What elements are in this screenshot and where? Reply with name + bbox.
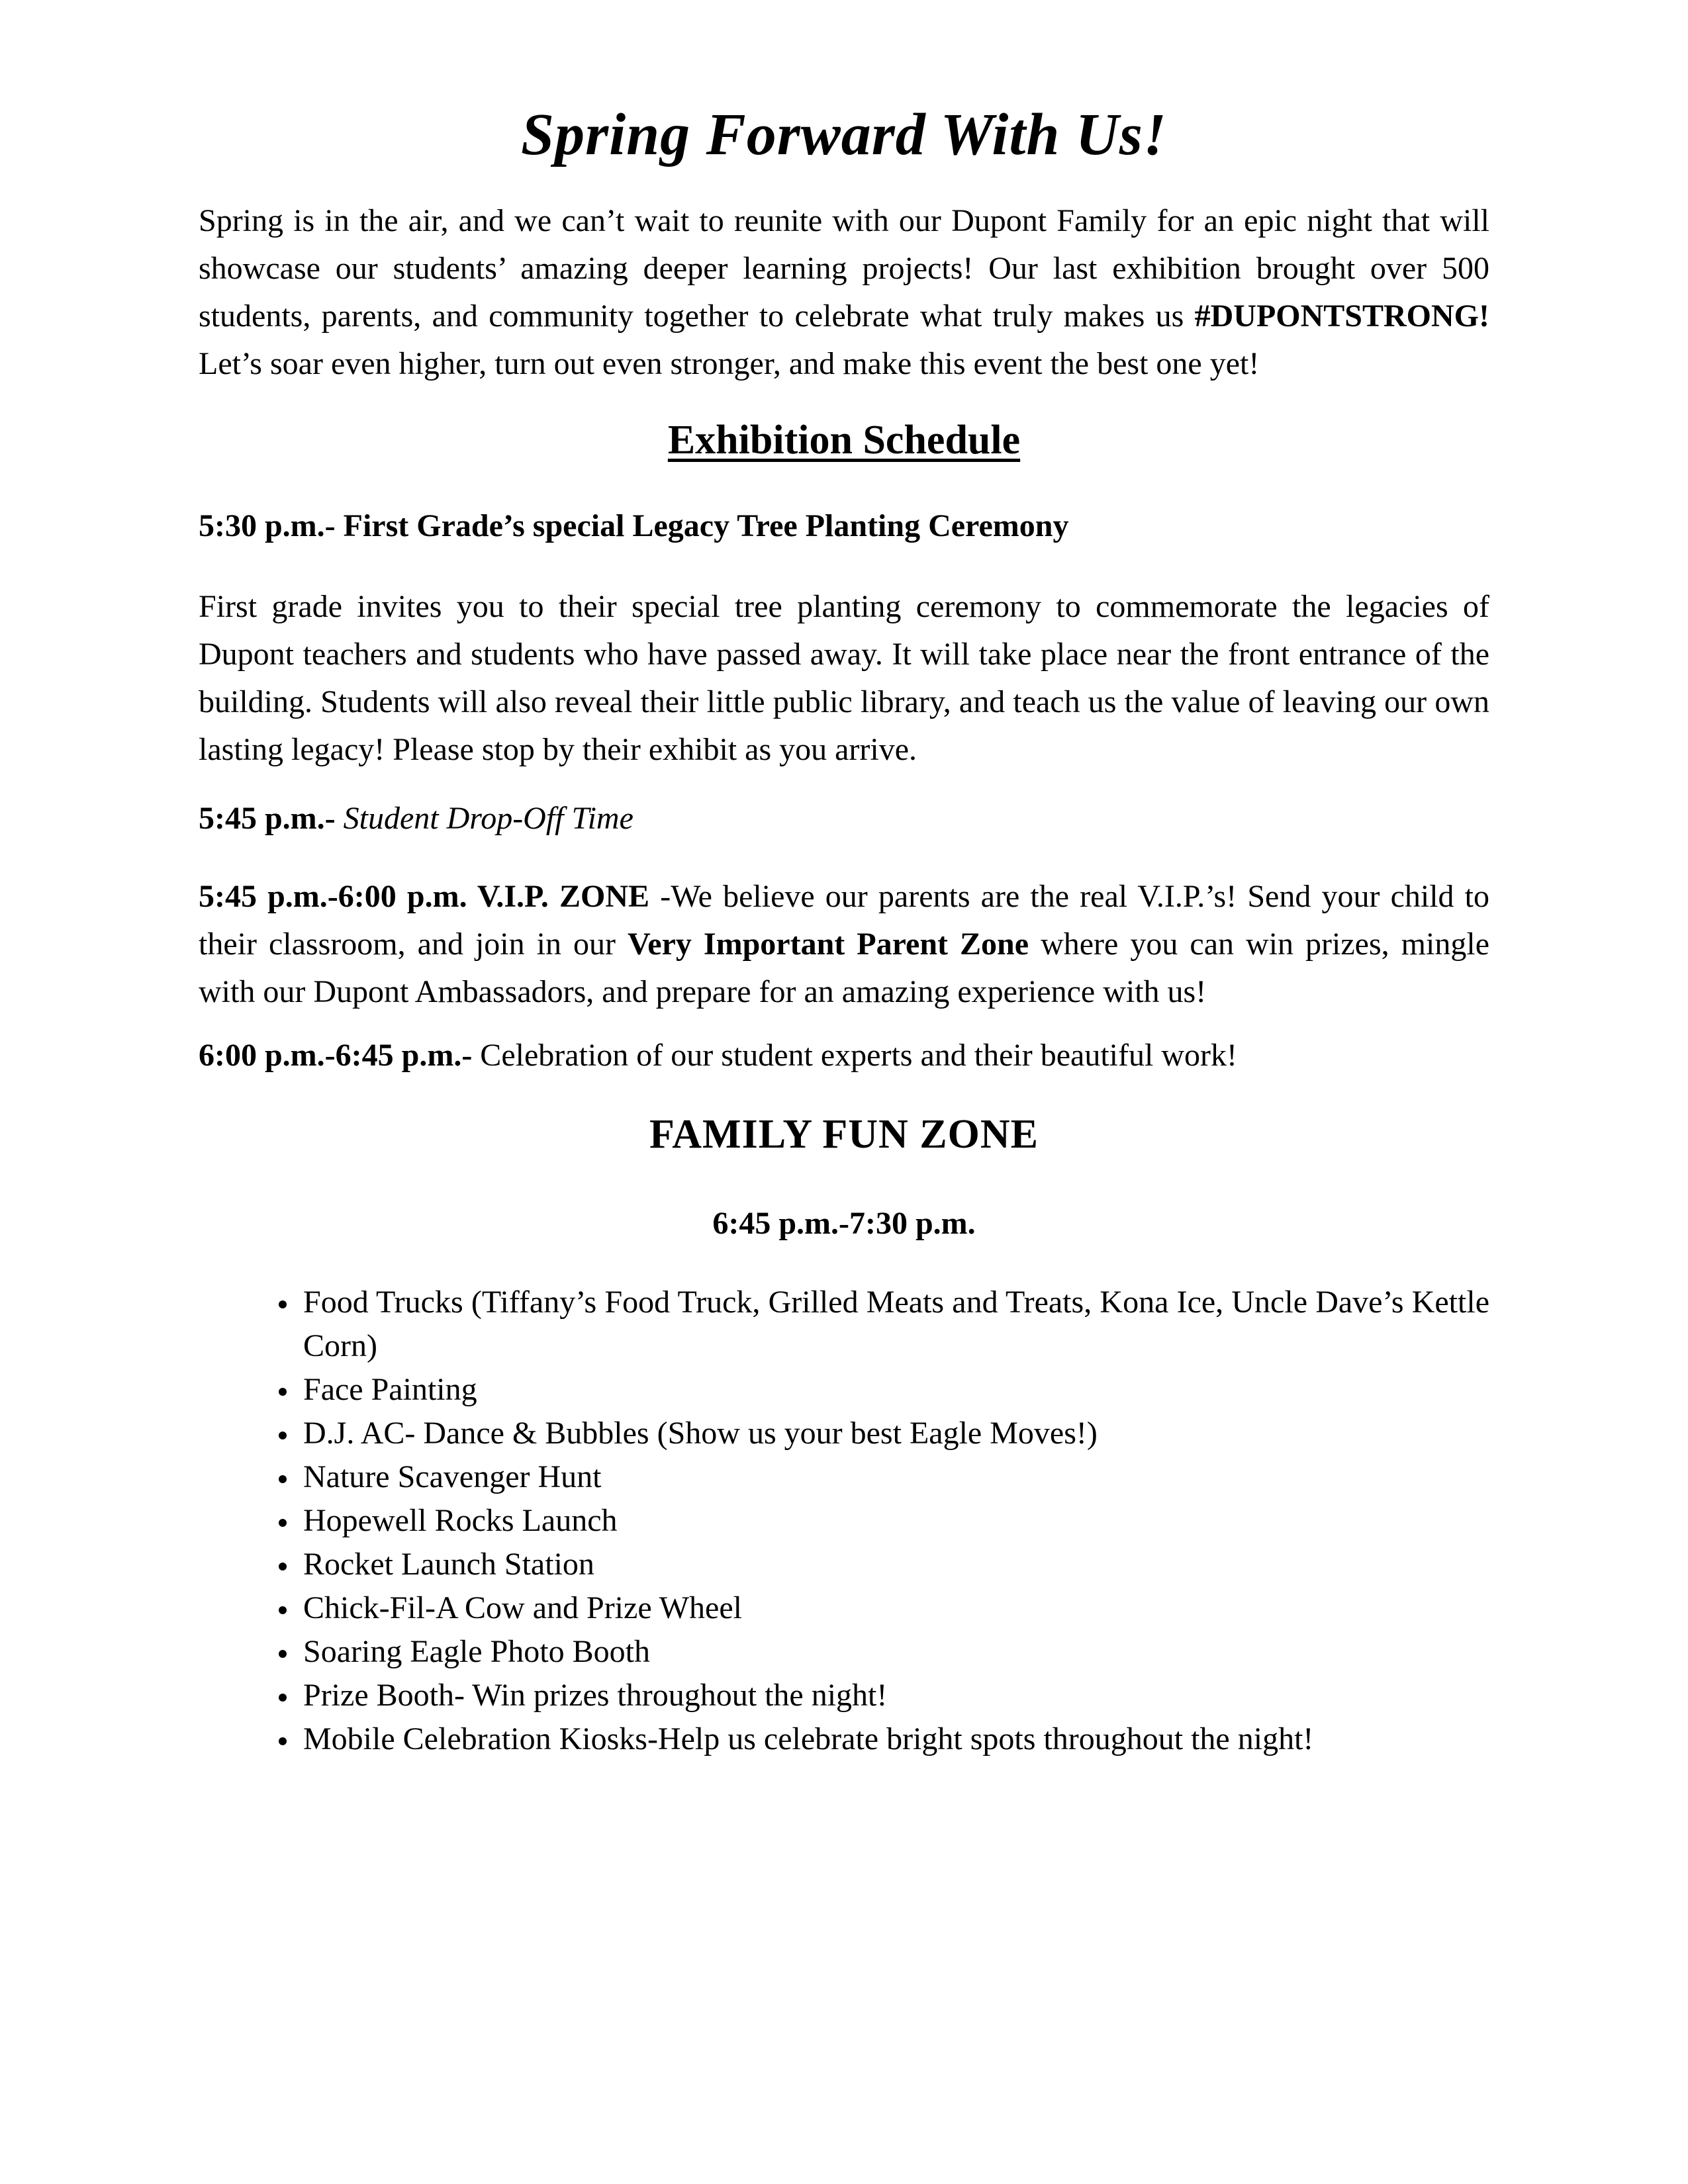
vip-zone-time-label: 5:45 p.m.-6:00 p.m. V.I.P. ZONE bbox=[199, 879, 650, 915]
schedule-item-545-text: Student Drop-Off Time bbox=[335, 801, 633, 837]
list-item: • Prize Booth- Win prizes throughout the night! bbox=[299, 1674, 1489, 1717]
intro-text-before: Spring is in the air, and we can’t wait to reunite with our Dupont Family for an epic night that will showcase our students’ amazing deeper learning projects! Our last exhibition brought over 500 students, parents, and community together to celebrate what truly makes us bbox=[199, 203, 1489, 334]
list-item: • Face Painting bbox=[299, 1368, 1489, 1412]
list-item: • Soaring Eagle Photo Booth bbox=[299, 1630, 1489, 1674]
first-grade-paragraph: First grade invites you to their special tree planting ceremony to commemorate the legacies of Dupont teachers and students who have passed away. It will take place near the front entrance of the building. Students will also reveal their little public library, and teach us the value of leaving our own lasting legacy! Please stop by their exhibit as you arrive. bbox=[199, 589, 1489, 768]
list-item: • Rocket Launch Station bbox=[299, 1543, 1489, 1586]
document-title: Spring Forward With Us! bbox=[521, 102, 1167, 167]
intro-text-after: Let’s soar even higher, turn out even stronger, and make this event the best one yet! bbox=[199, 346, 1260, 381]
list-item: • Chick-Fil-A Cow and Prize Wheel bbox=[299, 1586, 1489, 1630]
schedule-item-530: 5:30 p.m.- First Grade’s special Legacy Tree Planting Ceremony bbox=[199, 508, 1069, 544]
schedule-item-545 bbox=[199, 795, 1489, 842]
list-item: • Mobile Celebration Kiosks-Help us celebrate bright spots throughout the night! bbox=[299, 1717, 1489, 1761]
exhibition-schedule-heading: Exhibition Schedule bbox=[667, 418, 1021, 463]
family-fun-zone-heading: FAMILY FUN ZONE bbox=[649, 1112, 1039, 1158]
list-item: • Nature Scavenger Hunt bbox=[299, 1455, 1489, 1499]
intro-paragraph bbox=[199, 197, 1489, 388]
list-item: • D.J. AC- Dance & Bubbles (Show us your best Eagle Moves!) bbox=[299, 1412, 1489, 1455]
vip-zone-text-before: -We believe our parents are the real V.I.P.’s! Send your child to their classroom, and join in our bbox=[199, 879, 1490, 962]
family-fun-list bbox=[199, 1281, 1489, 1761]
schedule-item-600-text: Celebration of our student experts and their beautiful work! bbox=[472, 1038, 1237, 1073]
vip-zone-bold-text: Very Important Parent Zone bbox=[628, 927, 1029, 962]
list-item: • Food Trucks (Tiffany’s Food Truck, Grilled Meats and Treats, Kona Ice, Uncle Dave’s Kettle Corn) bbox=[299, 1281, 1489, 1368]
schedule-item-600-time: 6:00 p.m.-6:45 p.m.- bbox=[199, 1038, 473, 1073]
hashtag-bold-text: #DUPONTSTRONG! bbox=[1194, 298, 1489, 334]
vip-zone-text-after: where you can win prizes, mingle with our Dupont Ambassadors, and prepare for an amazing experience with us! bbox=[199, 927, 1489, 1010]
list-item: • Hopewell Rocks Launch bbox=[299, 1499, 1489, 1543]
family-fun-zone-time: 6:45 p.m.-7:30 p.m. bbox=[712, 1205, 976, 1241]
schedule-item-545-time: 5:45 p.m.- bbox=[199, 801, 336, 837]
vip-zone-paragraph bbox=[199, 873, 1489, 1016]
schedule-item-600 bbox=[199, 1032, 1489, 1079]
